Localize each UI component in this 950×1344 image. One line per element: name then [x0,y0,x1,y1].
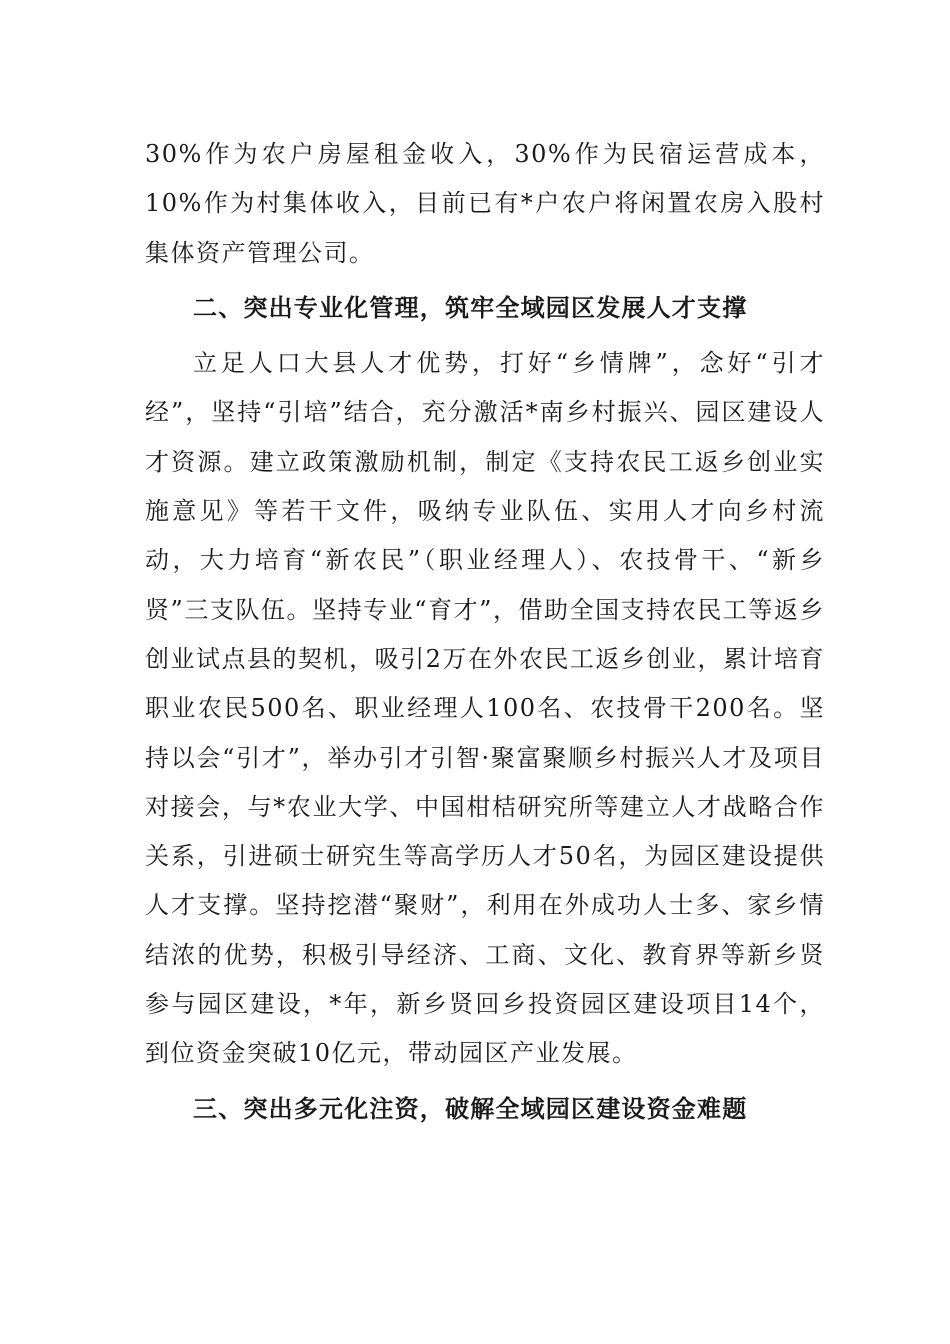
section-heading-3: 三、突出多元化注资，破解全域园区建设资金难题 [193,1094,748,1123]
section-heading-2: 二、突出专业化管理，筑牢全域园区发展人才支撑 [193,293,748,322]
paragraph-talent: 立足人口大县人才优势，打好“乡情牌”，念好“引才经”，坚持“引培”结合，充分激活*南乡村振兴、园区建设人才资源。建立政策激励机制，制定《支持农民工返乡创业实施意见》等若干文件，吸纳专业队伍、实用人才向乡村流动，大力培育“新农民”（职业经理人）、农技骨干、“新乡贤”三支队伍。坚持专业“育才”，借助全国支持农民工等返乡创业试点县的契机，吸引2万在外农民工返乡创业，累计培育职业农民500名、职业经理人100名、农技骨干200名。坚持以会“引才”，举办引才引智·聚富聚顺乡村振兴人才及项目对接会，与*农业大学、中国柑桔研究所等建立人才战略合作关系，引进硕士研究生等高学历人才50名，为园区建设提供人才支撑。坚持挖潜“聚财”，利用在外成功人士多、家乡情结浓的优势，积极引导经济、工商、文化、教育界等新乡贤参与园区建设，*年，新乡贤回乡投资园区建设项目14个，到位资金突破10亿元，带动园区产业发展。 [145,349,825,1068]
paragraph-continuation: 30%作为农户房屋租金收入，30%作为民宿运营成本，10%作为村集体收入，目前已有*户农户将闲置农房入股村集体资产管理公司。 [145,140,825,267]
document-body [145,130,825,1134]
